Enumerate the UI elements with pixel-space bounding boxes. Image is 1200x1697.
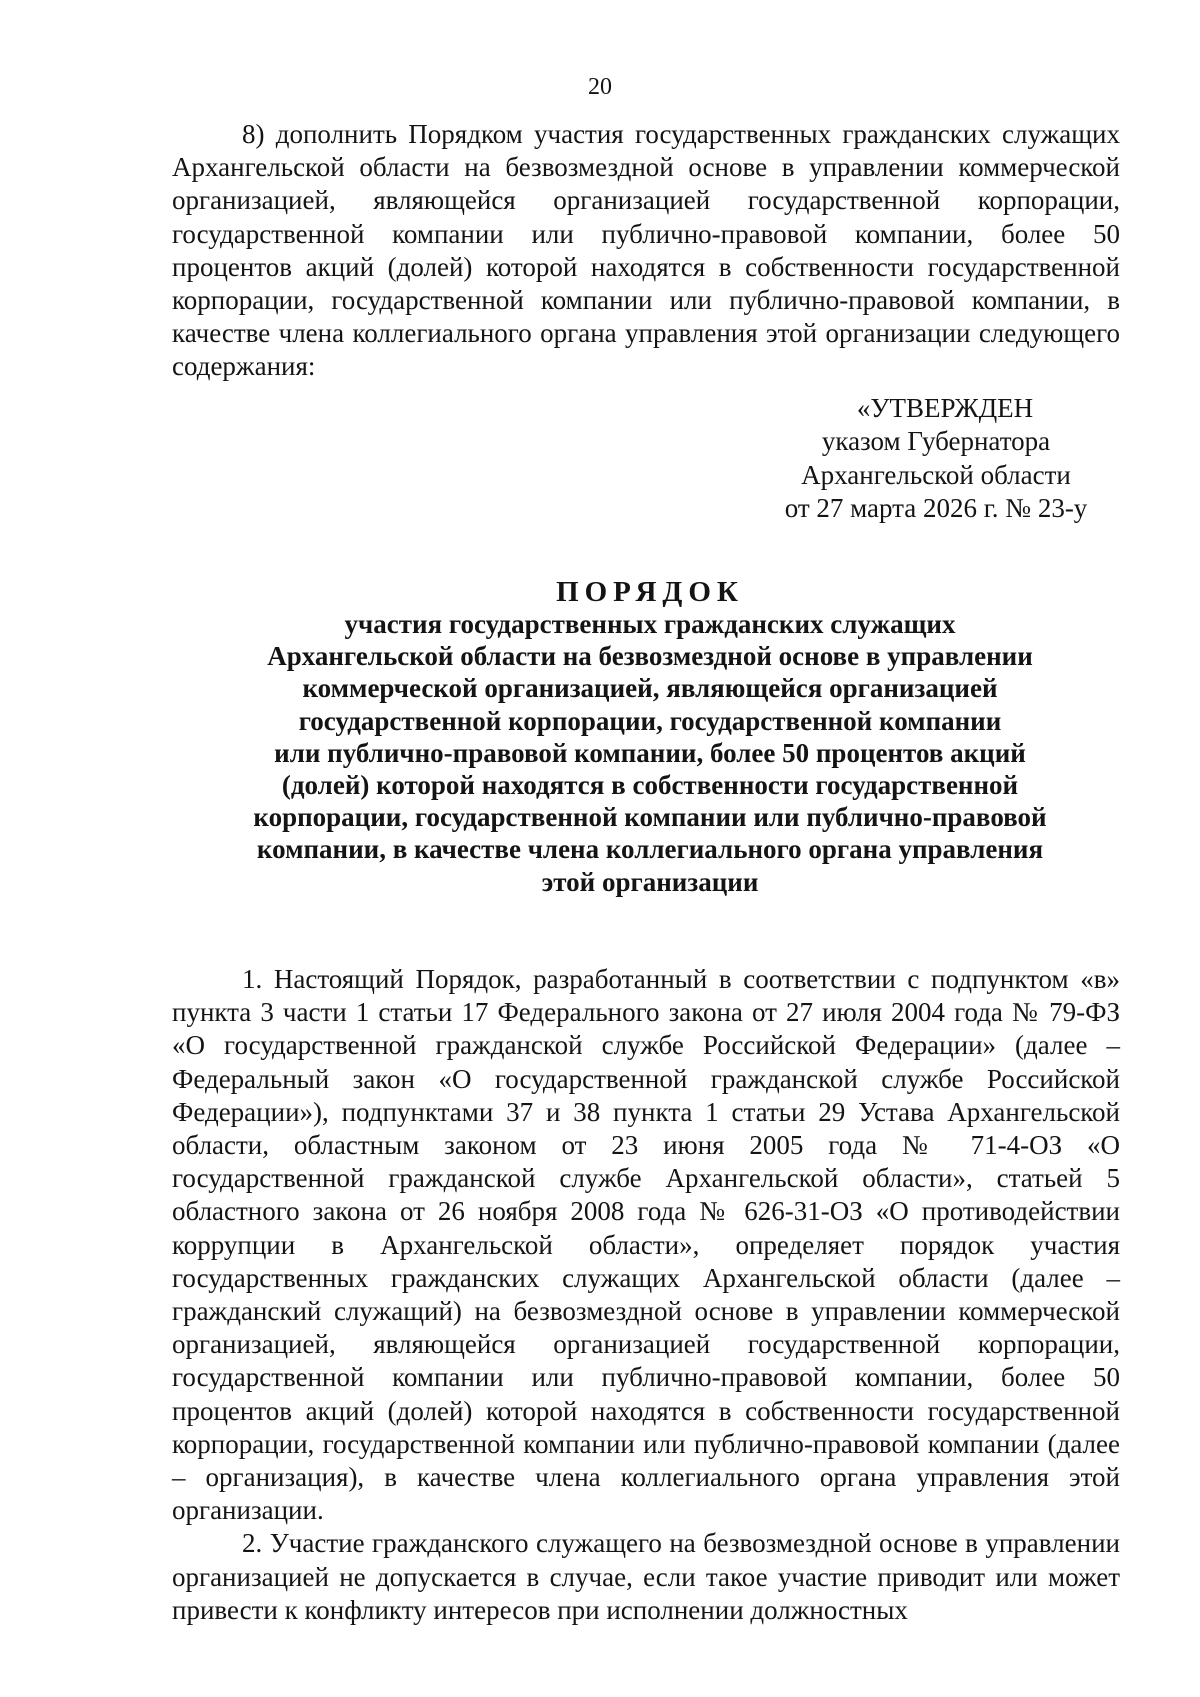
subtitle-line: государственной корпорации, государственной компании (298, 705, 1002, 736)
approval-line: указом Губернатора (821, 426, 1051, 457)
body-section (172, 963, 1120, 1627)
subtitle-line: этой организации (541, 866, 759, 897)
paragraph-1: 1. Настоящий Порядок, разработанный в соответствии с подпунктом «в» пункта 3 части 1 статьи 17 Федерального закона от 27 июля 2004 года № 79-ФЗ «О государственной гражданской службе Российской Федерации» (далее – Федеральный закон «О государственной гражданской службе Российской Федерации»), подпунктами 37 и 38 пункта 1 статьи 29 Устава Архангельской области, областным законом от 23 июня 2005 года № 71-4-ОЗ «О государственной гражданской службе Архангельской области», статьей 5 областного закона от 26 ноября 2008 года № 626-31-ОЗ «О противодействии коррупции в Архангельской области», определяет порядок участия государственных гражданских служащих Архангельской области (далее – гражданский служащий) на безвозмездной основе в управлении коммерческой организацией, являющейся организацией государственной корпорации, государственной компании или публично-правовой компании, более 50 процентов акций (долей) которой находятся в собственности государственной корпорации, государственной компании или публично-правовой компании (далее – организация), в качестве члена коллегиального органа управления этой организации. (172, 964, 1120, 1526)
subtitle-line: Архангельской области на безвозмездной основе в управлении (267, 641, 1033, 672)
approval-line: Архангельской области (801, 459, 1071, 490)
approval-date-line: от 27 марта 2026 г. № 23-у (784, 492, 1088, 523)
amendment-section (172, 118, 1120, 384)
subtitle-line: участия государственных гражданских служащих (344, 609, 956, 639)
subtitle-line: компании, в качестве члена коллегиального органа управления (256, 834, 1044, 865)
subtitle-line: коммерческой организацией, являющейся организацией (302, 673, 998, 704)
approval-stamp (760, 392, 1112, 525)
paragraph-2: 2. Участие гражданского служащего на безвозмездной основе в управлении организацией не допускается в случае, если такое участие приводит или может привести к конфликту интересов при исполнении должностных (172, 1528, 1120, 1625)
amendment-paragraph: 8) дополнить Порядком участия государственных гражданских служащих Архангельской области на безвозмездной основе в управлении коммерческой организацией, являющейся организацией государственной корпорации, государственной компании или публично-правовой компании, более 50 процентов акций (долей) которой находятся в собственности государственной корпорации, государственной компании или публично-правовой компании, в качестве члена коллегиального органа управления этой организации следующего содержания: (172, 119, 1120, 382)
document-heading: ПОРЯДОК (556, 576, 744, 608)
subtitle-line: (долей) которой находятся в собственности государственной (281, 770, 1019, 801)
document-subtitle (160, 608, 1140, 898)
approval-title: «УТВЕРЖДЕН (856, 393, 1034, 423)
page-number: 20 (588, 74, 612, 100)
subtitle-line: или публично-правовой компании, более 50 процентов акций (274, 737, 1026, 768)
subtitle-line: корпорации, государственной компании или публично-правовой (253, 802, 1047, 833)
